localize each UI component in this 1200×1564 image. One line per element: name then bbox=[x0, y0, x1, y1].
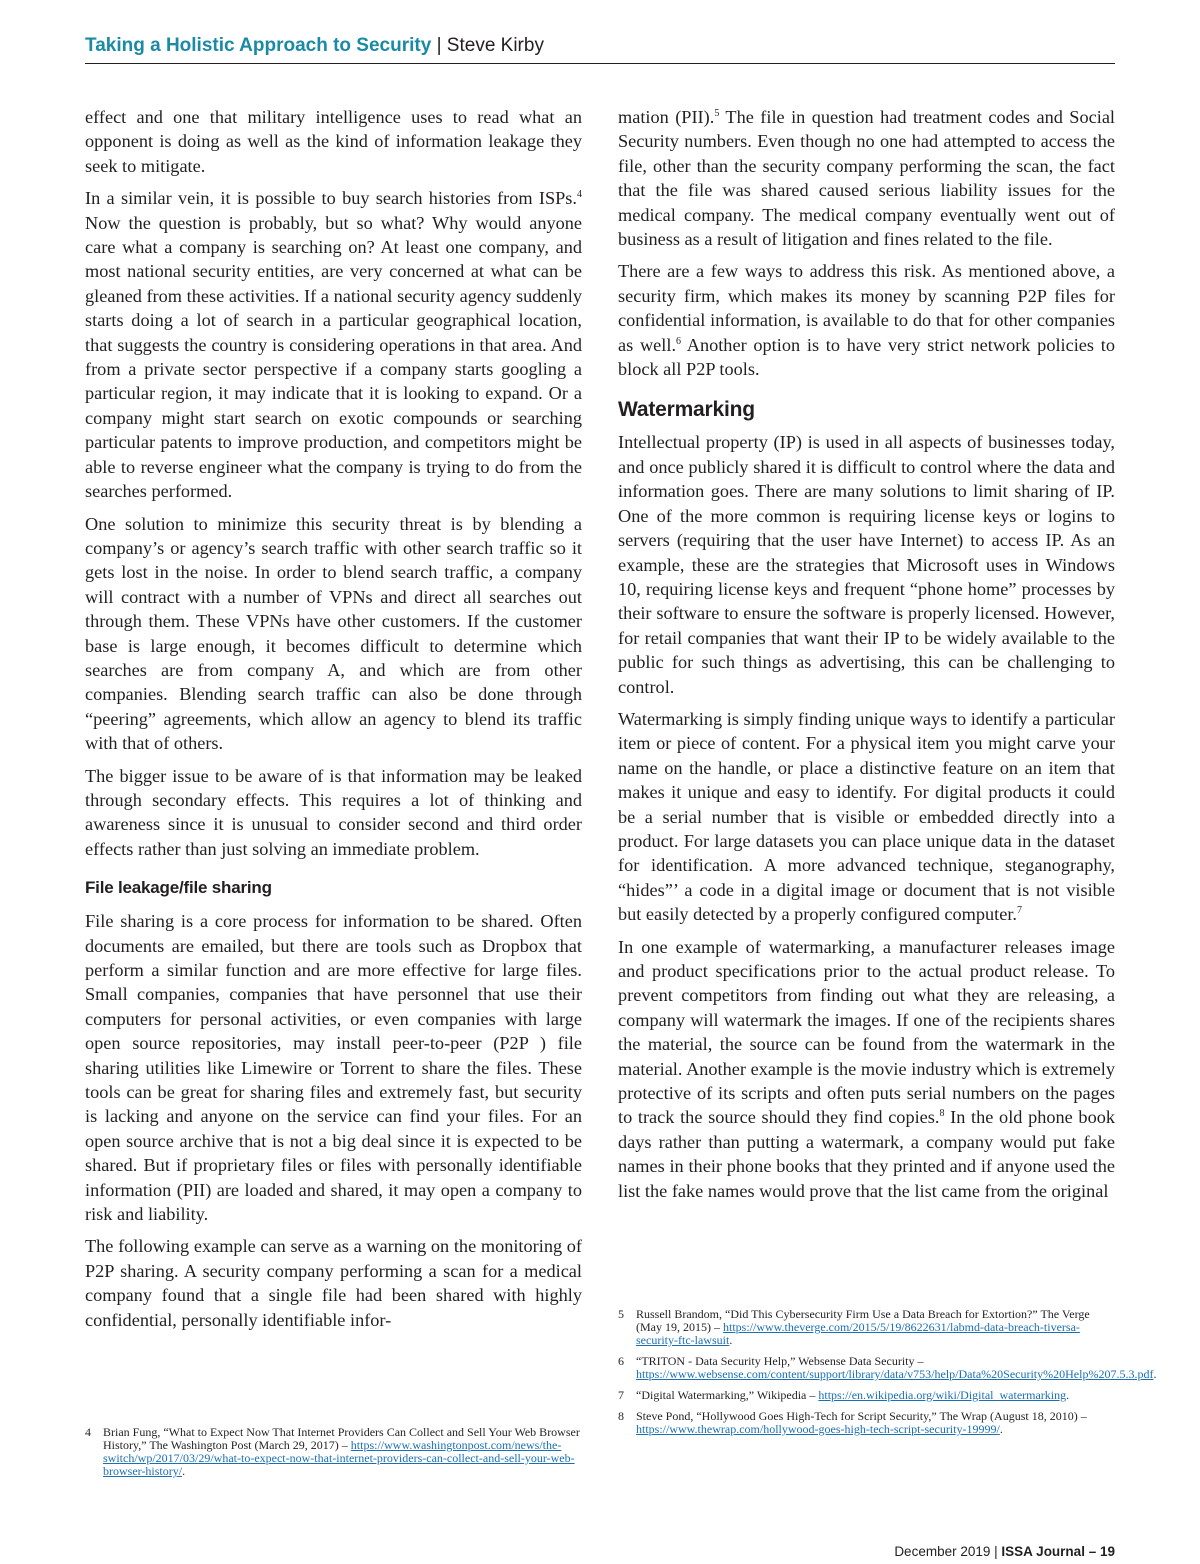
footnote-number: 4 bbox=[85, 1425, 91, 1439]
section-heading: Watermarking bbox=[618, 398, 755, 422]
paragraph: There are a few ways to address this risk. As mentioned above, a security firm, which makes its money by scanning P2P files for confidential information, is available to do that for other companies as well.$^6$ Another option is to have very strict network policies to block all P2P tools. bbox=[618, 261, 1115, 380]
footnotes-left bbox=[85, 1426, 582, 1486]
footnote-ref: 4 bbox=[577, 189, 582, 201]
footnote: 6 “TRITON - Data Security Help,” Websense Data Security – https://www.websense.com/content/support/library/data/v753/help/Data%20Security%20Help%207.5.3.pdf. bbox=[618, 1354, 1157, 1381]
footnote-ref: 5 bbox=[714, 108, 720, 119]
footnote-number: 8 bbox=[618, 1409, 624, 1423]
paragraph: File sharing is a core process for information to be shared. Often documents are emailed, but there are tools such as Dropbox that perform a similar function and are more effective for large files. Small companies, companies that have personnel that use their computers for personal activities, or even companies with large open source repositories, may install peer-to-peer (P2P ) file sharing utilities like Limewire or Torrent to share the files. These tools can be great for sharing files and extremely fast, but security is lacking and anyone on the service can find your files. For an open source archive that is not a big deal since it is expected to be shared. But if proprietary files or files with personally identifiable information (PII) are loaded and shared, it may open a company to risk and liability. bbox=[85, 911, 582, 1225]
running-header bbox=[85, 33, 1115, 64]
page-footer bbox=[894, 1543, 1115, 1561]
paragraph: effect and one that military intelligence uses to read what an opponent is doing as well as the kind of information leakage they seek to mitigate. bbox=[85, 107, 582, 176]
footer-separator: | bbox=[994, 1544, 998, 1559]
right-column bbox=[618, 105, 1115, 1211]
footnote-ref: 8 bbox=[939, 1108, 945, 1120]
article-author: Steve Kirby bbox=[446, 35, 544, 56]
footnote-link[interactable]: https://www.washingtonpost.com/news/the-switch/wp/2017/03/29/what-to-expect-now-that-internet-providers-can-collect-and-sell-your-web-browser-history/ bbox=[103, 1438, 575, 1478]
page-number: – 19 bbox=[1088, 1544, 1115, 1559]
left-column bbox=[85, 105, 582, 1340]
journal-name: ISSA Journal bbox=[1001, 1544, 1085, 1559]
footnote-link[interactable]: https://www.theverge.com/2015/5/19/8622631/labmd-data-breach-tiversa-security-ftc-lawsuit bbox=[636, 1320, 1080, 1347]
footnote-link[interactable]: https://en.wikipedia.org/wiki/Digital_watermarking bbox=[818, 1388, 1067, 1402]
footnote: 8 Steve Pond, “Hollywood Goes High-Tech for Script Security,” The Wrap (August 18, 2010) – https://www.thewrap.com/hollywood-goes-high-tech-script-security-19999/. bbox=[618, 1409, 1087, 1436]
footnote-link[interactable]: https://www.thewrap.com/hollywood-goes-high-tech-script-security-19999/ bbox=[636, 1422, 1000, 1436]
paragraph: mation (PII).$^5$ The file in question had treatment codes and Social Security numbers. Even though no one had attempted to access the file, other than the security company performing the scan, the fact that the file was shared caused serious liability issues for the medical company. The medical company eventually went out of business as a result of litigation and fines related to the file. bbox=[618, 107, 1116, 250]
subsection-heading: File leakage/file sharing bbox=[85, 878, 272, 898]
footnote-number: 5 bbox=[618, 1307, 624, 1321]
footnote-number: 6 bbox=[618, 1354, 624, 1368]
footnote: 7 “Digital Watermarking,” Wikipedia – https://en.wikipedia.org/wiki/Digital_watermarking. bbox=[618, 1388, 1070, 1402]
paragraph: Intellectual property (IP) is used in all aspects of businesses today, and once publicly shared it is difficult to control where the data and information goes. There are many solutions to limit sharing of IP. One of the more common is requiring license keys or logins to servers (requiring that the user have Internet) to access IP. As an example, these are the strategies that Microsoft uses in Windows 10, requiring license keys and frequent “phone home” processes by their software to ensure the software is properly licensed. However, for retail companies that want their IP to be widely available to the public for such things as advertising, this can be challenging to control. bbox=[618, 432, 1115, 697]
footnote-link[interactable]: https://www.websense.com/content/support/library/data/v753/help/Data%20Security%20Help%207.5.3.pdf bbox=[636, 1367, 1154, 1381]
footnote-ref: 6 bbox=[676, 335, 682, 347]
footnotes-right bbox=[618, 1307, 1157, 1444]
paragraph: In one example of watermarking, a manufacturer releases image and product specifications prior to the actual product release. To prevent competitors from finding out what they are releasing, a company will watermark the images. If one of the recipients shares the material, the source can be found from the watermark in the material. Another example is the movie industry which is extremely protective of its scripts and often puts serial numbers on the pages to track the source should they find copies.$^8$ In the old phone book days rather than putting a watermark, a company would put fake names in their phone books that they printed and if anyone used the list the fake names would prove that the list came from the original bbox=[618, 936, 1115, 1201]
paragraph: In a similar vein, it is possible to buy search histories from ISPs.$^4$ Now the question is probably, but so what? Why would anyone care what a company is searching on? At least one company, and most national security entities, are very concerned at what can be gleaned from these activities. If a national security agency suddenly starts doing a lot of search in a particular geographical location, that suggests the country is considering operations in that area. And from a private sector perspective if a company starts googling a particular region, it may indicate that it is looking to expand. Or a company might start search on exotic compounds or searching particular patents to improve production, and competitors might be able to reverse engineer what the company is trying to do from the searches performed. bbox=[85, 188, 582, 502]
footnote: 4 Brian Fung, “What to Expect Now That Internet Providers Can Collect and Sell Your Web Browser History,” The Washington Post (March 29, 2017) – https://www.washingtonpost.com/news/the-switch/wp/2017/03/29/what-to-expect-now-that-internet-providers-can-collect-and-sell-your-web-browser-history/. bbox=[85, 1425, 580, 1478]
footnote-ref: 7 bbox=[1017, 905, 1023, 917]
footnote: 5 Russell Brandom, “Did This Cybersecurity Firm Use a Data Breach for Extortion?” The Verge (May 19, 2015) – https://www.theverge.com/2015/5/19/8622631/labmd-data-breach-tiversa-security-ftc-lawsuit. bbox=[618, 1307, 1090, 1347]
footnote-number: 7 bbox=[618, 1388, 624, 1402]
article-title: Taking a Holistic Approach to Security bbox=[85, 35, 432, 56]
header-separator: | bbox=[436, 35, 442, 56]
paragraph: The following example can serve as a warning on the monitoring of P2P sharing. A security company performing a scan for a medical company found that a single file had been shared with highly confidential, personally identifiable infor- bbox=[85, 1236, 582, 1330]
paragraph: The bigger issue to be aware of is that information may be leaked through secondary effects. This requires a lot of thinking and awareness since it is unusual to consider second and third order effects rather than just solving an immediate problem. bbox=[85, 765, 582, 859]
paragraph: One solution to minimize this security threat is by blending a company’s or agency’s search traffic with other search traffic so it gets lost in the noise. In order to blend search traffic, a company will contract with a number of VPNs and direct all searches out through them. These VPNs have other customers. If the customer base is large enough, it becomes difficult to determine which searches are from company A, and which are from other companies. Blending search traffic can also be done through “peering” agreements, which allow an agency to blend its traffic with that of others. bbox=[85, 513, 582, 754]
paragraph: Watermarking is simply finding unique ways to identify a particular item or piece of content. For a physical item you might carve your name on the handle, or place a distinctive feature on an item that makes it unique and easy to identify. For digital products it could be a serial number that is visible or embedded directly into a product. For large datasets you can place unique data in the dataset for identification. A more advanced technique, steganography, “hides”’ a code in a digital image or document that is not visible but easily detected by a properly configured computer.$^7$ bbox=[618, 708, 1115, 925]
issue-date: December 2019 bbox=[894, 1544, 991, 1559]
